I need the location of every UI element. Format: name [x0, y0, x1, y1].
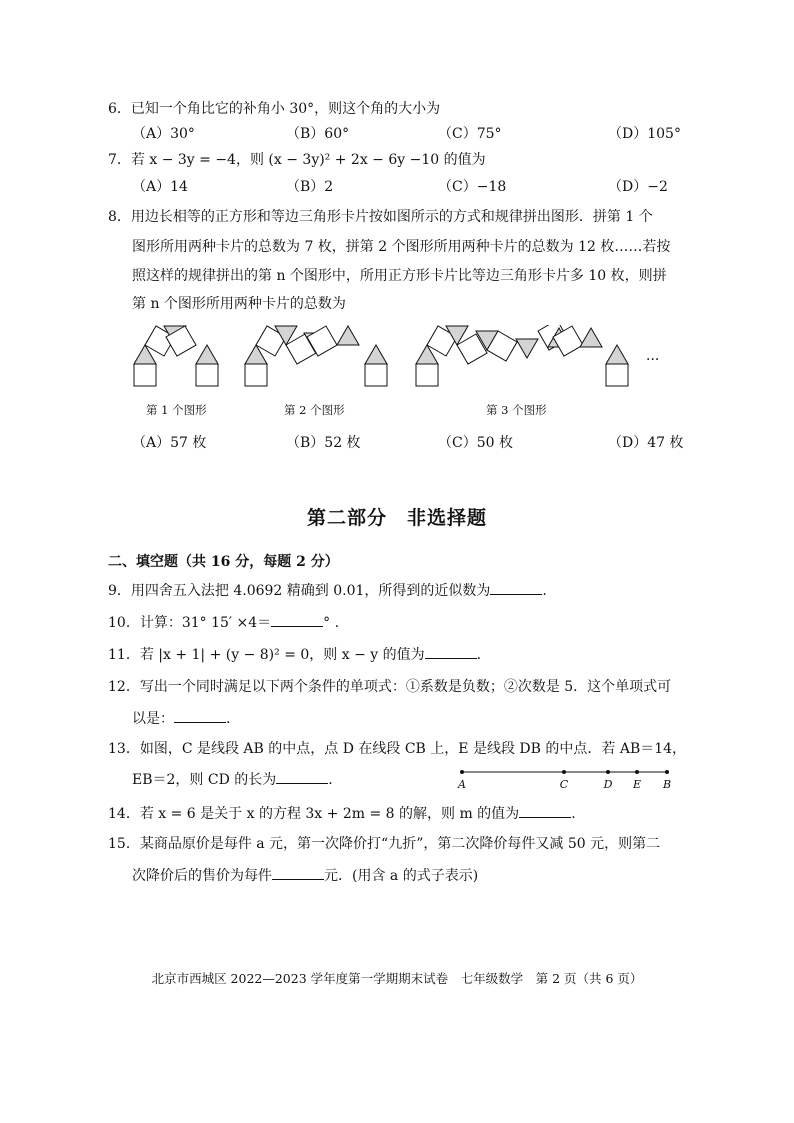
q11-stem: 11．若 |x + 1| + (y − 8)² = 0，则 x − y 的值为	[108, 647, 425, 663]
q13-line-1: 13．如图，C 是线段 AB 的中点，点 D 在线段 CB 上，E 是线段 DB 的中点．若 AB＝14，	[108, 741, 687, 757]
point-c-dot	[562, 770, 566, 774]
point-label-d: D	[603, 778, 613, 790]
figure-3-diagram	[412, 325, 632, 387]
q13-line-2-prefix: EB＝2，则 CD 的长为	[132, 772, 277, 788]
q6-stem: 6．已知一个角比它的补角小 30°，则这个角的大小为	[108, 101, 441, 117]
q11-text	[108, 644, 481, 665]
q12-answer-blank	[174, 708, 226, 723]
q12-line-1: 12．写出一个同时满足以下两个条件的单项式：①系数是负数；②次数是 5．这个单项式可	[108, 679, 672, 695]
q8-line-4: 第 n 个图形所用两种卡片的总数为	[132, 296, 346, 312]
figure-2-diagram	[241, 325, 391, 387]
q7-stem: 7．若 x − 3y = −4，则 (x − 3y)² + 2x − 6y −10 的值为	[108, 152, 486, 168]
q15-line-2-suffix: 元．(用含 a 的式子表示)	[324, 868, 479, 884]
q12-line-2	[132, 708, 230, 729]
q15-answer-blank	[272, 865, 324, 880]
q14-text	[108, 803, 576, 824]
q8-line-3: 照这样的规律拼出的第 n 个图形中，所用正方形卡片比等边三角形卡片多 10 枚，则拼	[132, 268, 667, 284]
q8-option-c: （C）50 枚	[438, 435, 513, 451]
q12-end: .	[226, 711, 231, 727]
q13-end: .	[328, 772, 333, 788]
figure-ellipsis: ···	[646, 352, 660, 368]
figure-2-caption: 第 2 个图形	[284, 403, 345, 417]
figure-3-caption: 第 3 个图形	[486, 403, 547, 417]
q7-option-b: （B）2	[286, 179, 334, 195]
q8-option-a: （A）57 枚	[132, 435, 207, 451]
q9-end: .	[542, 583, 547, 599]
q14-answer-blank	[519, 803, 571, 818]
segment-diagram	[452, 764, 682, 790]
q13-line-2	[132, 769, 333, 790]
q10-answer-blank	[271, 612, 323, 627]
q10-text	[108, 612, 339, 633]
point-b-dot	[665, 770, 669, 774]
q7-option-c: （C）−18	[438, 179, 507, 195]
q6-option-a: （A）30°	[132, 126, 195, 142]
q7-option-d: （D）−2	[608, 179, 668, 195]
q6-option-c: （C）75°	[438, 126, 502, 142]
page-footer: 北京市西城区 2022—2023 学年度第一学期期末试卷 七年级数学 第 2 页（共 6 页）	[151, 971, 643, 986]
q9-answer-blank	[490, 580, 542, 595]
q6-option-d: （D）105°	[608, 126, 681, 142]
section-heading: 二、填空题（共 16 分，每题 2 分）	[108, 554, 339, 570]
q12-line-2-prefix: 以是：	[132, 711, 174, 727]
q8-option-b: （B）52 枚	[286, 435, 361, 451]
point-d-dot	[606, 770, 610, 774]
point-label-c: C	[559, 778, 569, 790]
q8-option-d: （D）47 枚	[608, 435, 684, 451]
q9-text	[108, 580, 547, 601]
q15-line-2-prefix: 次降价后的售价为每件	[132, 868, 272, 884]
q7-option-a: （A）14	[132, 179, 188, 195]
point-label-b: B	[662, 778, 672, 790]
part-title: 第二部分 非选择题	[306, 507, 487, 529]
figure-1-caption: 第 1 个图形	[146, 403, 207, 417]
q9-stem: 9．用四舍五入法把 4.0692 精确到 0.01，所得到的近似数为	[108, 583, 491, 599]
point-e-dot	[635, 770, 639, 774]
q15-line-2	[132, 865, 478, 886]
q11-answer-blank	[425, 644, 477, 659]
q14-end: .	[571, 806, 576, 822]
q11-end: .	[476, 647, 482, 663]
q8-line-2: 图形所用两种卡片的总数为 7 枚，拼第 2 个图形所用两种卡片的总数为 12 枚……若按	[132, 239, 671, 255]
q13-answer-blank	[276, 769, 328, 784]
figure-1-diagram	[130, 325, 230, 387]
q8-line-1: 8．用边长相等的正方形和等边三角形卡片按如图所示的方式和规律拼出图形．拼第 1 个	[108, 209, 653, 225]
point-label-a: A	[458, 778, 466, 790]
q14-stem: 14．若 x = 6 是关于 x 的方程 3x + 2m = 8 的解，则 m 的值为	[108, 806, 520, 822]
q15-line-1: 15．某商品原价是每件 a 元，第一次降价打“九折”，第二次降价每件又减 50 元，则第二	[108, 836, 661, 852]
q10-stem: 10．计算：31° 15′ ×4＝	[108, 615, 272, 631]
point-a-dot	[460, 770, 464, 774]
point-label-e: E	[632, 778, 642, 790]
q6-option-b: （B）60°	[286, 126, 350, 142]
q10-end: ° .	[323, 615, 340, 631]
